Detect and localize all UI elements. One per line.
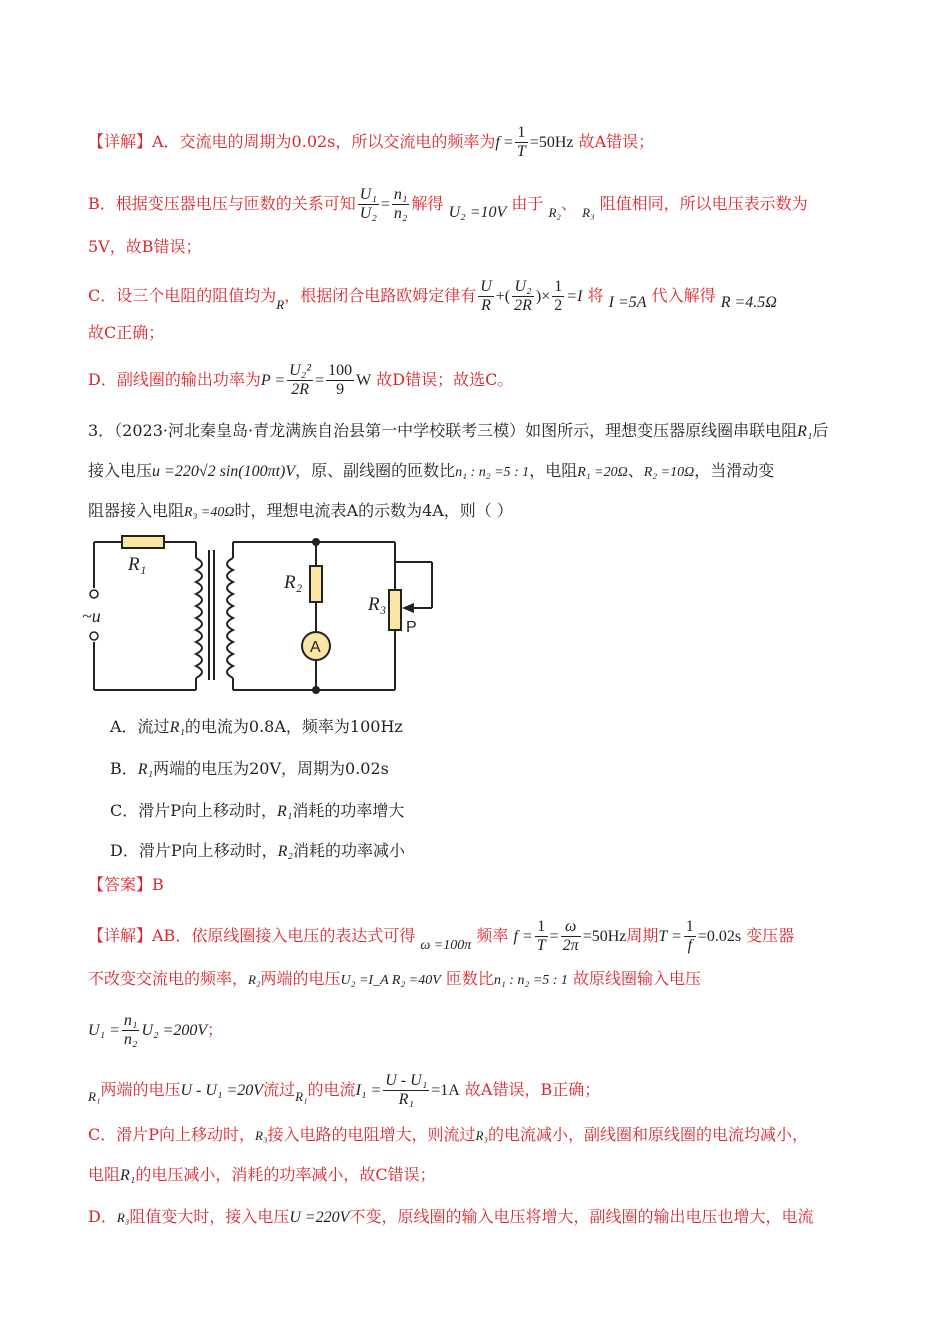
math-omega: ω =100π [420,938,472,953]
math-unit: W [356,372,372,389]
math-r: R [276,297,285,312]
question-3-line-3 [88,500,513,524]
option-a: A．流过R₁的电流为0.8A，频率为100Hz [110,717,403,736]
resistor-r3 [389,590,401,630]
math-ratio: n₁ : n₂ =5 : 1 [455,465,530,480]
label-ammeter: A [310,639,321,656]
fraction-u2-2r: $\frac{\text{U₂}}{2R}$ [514,278,532,314]
fraction-100-9: $\frac{100}{9}$ [328,362,353,398]
text: 接入电压 [88,461,153,480]
slider-arrow-icon [402,603,414,613]
detail-ab-line-1: 【详解】AB．依原线圈接入电压的表达式可得 ω =100π 频率 f = $\frac{1}{T}$ = $\frac{\omega}{2\pi}$ =50Hz周期T = $\frac{1}{f}$ =0.02s 变压器 [88,918,795,954]
math-i: I =5A [608,294,647,311]
text: 解得 [411,194,444,213]
text: 阻值相同，所以电压表示数为 [599,194,808,213]
detail-line-6 [88,362,513,399]
detail-line-1: 【详解】A．交流电的周期为0.02s，所以交流电的频率为f = $\frac{1}{T}$ =50Hz 故A错误； [88,124,655,160]
fraction-1-over-T: $\frac{1}{T}$ [516,124,526,160]
text: 故A错误； [578,132,655,151]
math-op: )× [535,288,551,305]
detail-line-3: 5V，故B错误； [88,237,202,256]
math-r2: R₂ [548,205,561,220]
option-c: C．滑片P向上移动时，R₁消耗的功率增大 [110,801,405,820]
resistor-r1 [122,536,164,548]
fraction-u2sq-2r: $\frac{\text{U₂²}}{2R}$ [289,362,312,398]
math-value: =50Hz [529,134,574,151]
detail-c-line-2: 电阻R₁的电压减小，消耗的功率减小，故C错误； [88,1165,436,1184]
text: 、 [560,194,577,213]
math-op: +( [495,288,511,305]
option-d: D．滑片P向上移动时，R₂消耗的功率减小 [110,841,405,860]
detail-d-line-1: D．R₃阻值变大时，接入电压U =220V不变，原线圈的输入电压将增大，副线圈的输出电压也增大，电流 [88,1207,814,1226]
text: 3．（2023·河北秦皇岛·青龙满族自治县第一中学校联考三模）如图所示，理想变压器原线圈串联电阻 [88,421,798,440]
text: B．根据变压器电压与匝数的关系可知 [88,194,356,213]
text: ，根据闭合电路欧姆定律有 [284,286,477,305]
text: 故D错误；故选C。 [376,370,514,389]
detail-ab-line-4: $_{R_1}$两端的电压U - U₁ =20V流过$_{R_1}$的电流I₁ = $\frac{\text{U - U₁}}{\text{R₁}}$ =1A 故A错误，B正确； [88,1072,601,1108]
fraction-u-r: $\frac{U}{R}$ [480,278,492,314]
detail-c-line-1: C．滑片P向上移动时，R₃接入电路的电阻增大，则流过R₃的电流减小，副线圈和原线圈的电流均减小， [88,1125,808,1144]
resistor-r2 [310,566,322,602]
math-r3-value: R₃ =40Ω [184,505,235,520]
detail-line-5: 故C正确； [88,323,165,342]
detail-ab-line-3: U₁ = $\frac{\text{n₁}}{\text{n₂}}$ U₂ =200V； [88,1012,224,1048]
math-u-expr: u =220√2 sin(100πt)V [152,463,296,480]
circuit-diagram [80,530,450,700]
text: 【详解】A．交流电的周期为0.02s，所以交流电的频率为 [88,132,496,151]
question-3-line-2 [88,460,774,484]
math-f: f [495,134,500,151]
terminal-top [90,590,98,598]
text: 将 [587,286,604,305]
math-r3: R₃ [582,205,595,220]
label-r1: R₁ [128,554,147,575]
detail-line-4 [88,278,777,315]
label-r2: R₂ [284,572,303,593]
label-slider: P [406,619,417,636]
label-source: ~u [82,606,101,626]
math-r2-value: R₂ =10Ω [643,465,695,480]
text: ，电阻 [529,461,578,480]
text: C．设三个电阻的阻值均为 [88,286,277,305]
terminal-bottom [90,632,98,640]
answer-line: 【答案】B [88,875,164,894]
label-r3: R₃ [368,594,387,615]
math-u2: U₂ =10V [448,204,507,221]
math-eq: = [315,372,325,389]
math-r1: R₁ [797,423,813,440]
fraction-n1-n2: $\frac{\text{n₁}}{\text{n₂}}$ [393,186,408,222]
question-3-line-1 [88,420,828,443]
math-p: P = [260,372,286,389]
text: ，原、副线圈的匝数比 [295,461,456,480]
fraction-u1-u2: $\frac{\text{U₁}}{\text{U₂}}$ [359,186,377,222]
math-eq: =I [566,288,583,305]
text: D．副线圈的输出功率为 [88,370,261,389]
detail-line-2: B．根据变压器电压与匝数的关系可知 $\frac{\text{U₁}}{\text{U₂}}$ = $\frac{\text{n₁}}{\text{n₂}}$ 解得 U₂ =10V 由于 $_{R_2}$、 $_{R_3}$ 阻值相同，所以电压表示数为 [88,186,808,222]
math-r1-value: R₁ =20Ω [577,465,628,480]
text: 代入解得 [651,286,716,305]
option-b: B．R₁两端的电压为20V，周期为0.02s [110,759,389,778]
text: 由于 [511,194,544,213]
text: 后 [812,421,829,440]
text: 、 [627,461,644,480]
text: ，当滑动变 [694,461,775,480]
detail-ab-line-2: 不改变交流电的频率，R₂两端的电压U₂ =I_A R₂ =40V 匝数比n₁ : n₂ =5 : 1 故原线圈输入电压 [88,969,702,988]
text: 时，理想电流表A的示数为4A，则（ ） [234,501,513,520]
text: 阻器接入电阻 [88,501,185,520]
fraction-1-2: $\frac{1}{2}$ [554,278,563,314]
math-r-result: R =4.5Ω [720,294,777,311]
